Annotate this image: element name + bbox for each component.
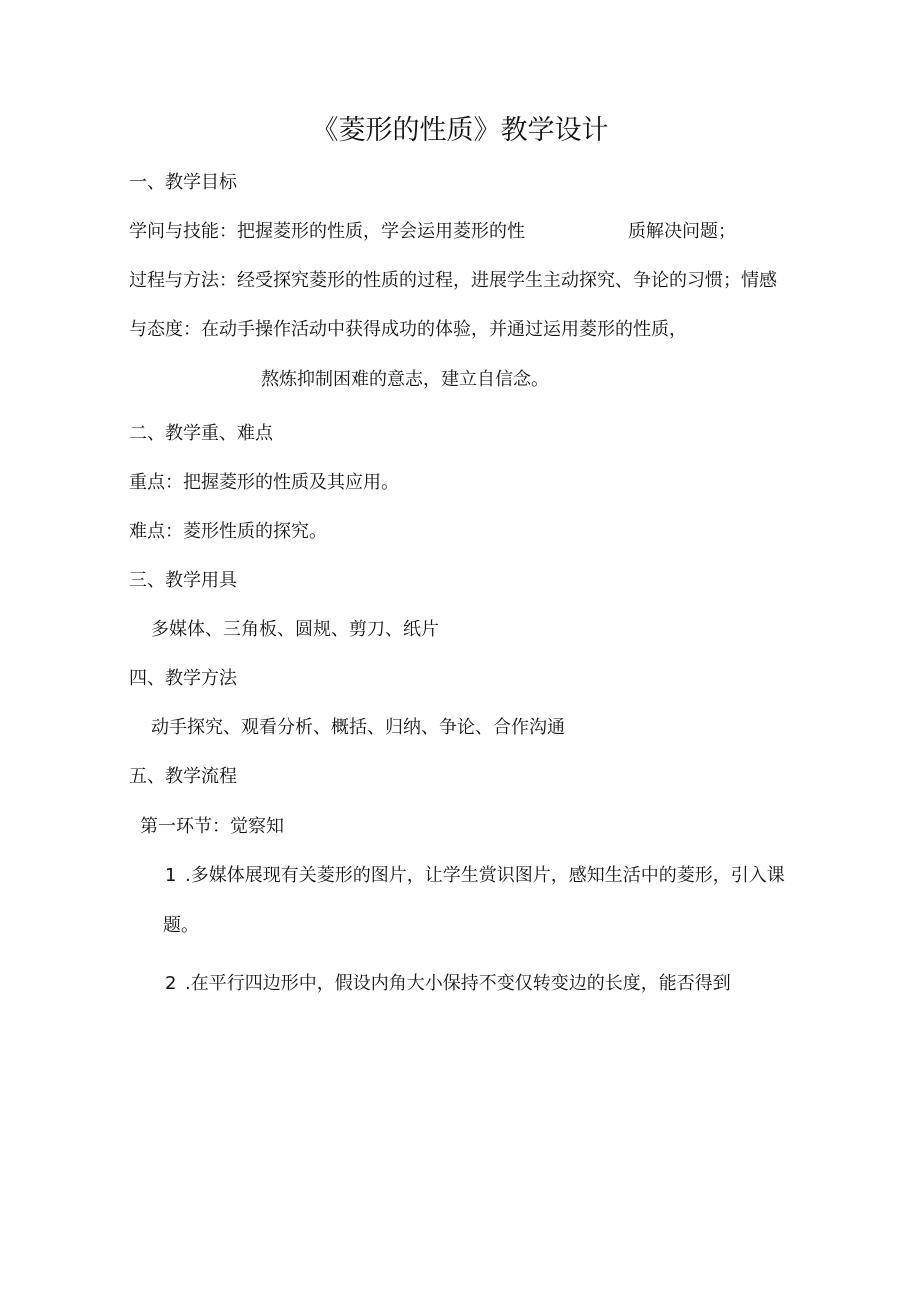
objective-attitude-continuation: 熬炼抑制困难的意志，建立自信念。: [261, 369, 549, 390]
process-step-1-number: 1: [165, 865, 177, 886]
section-heading-key-points: 二、教学重、难点: [129, 423, 273, 444]
key-point-focus: 重点：把握菱形的性质及其应用。: [129, 472, 399, 493]
section-heading-methods: 四、教学方法: [129, 668, 237, 689]
objective-knowledge-text-end: 质解决问题；: [628, 221, 736, 242]
document-title: 《菱形的性质》教学设计: [311, 115, 609, 146]
process-step-1-text: .多媒体展现有关菱形的图片，让学生赏识图片，感知生活中的菱形，引入课: [185, 865, 785, 886]
methods-list: 动手探究、观看分析、概括、归纳、争论、合作沟通: [151, 717, 565, 738]
process-step-2-number: 2: [165, 973, 177, 994]
objective-knowledge-text: 学问与技能：把握菱形的性质，学会运用菱形的性: [129, 221, 525, 242]
section-heading-process: 五、教学流程: [129, 766, 237, 787]
key-point-difficulty: 难点：菱形性质的探究。: [129, 521, 327, 542]
objective-process-text: 过程与方法：经受探究菱形的性质的过程，进展学生主动探究、争论的习惯；情感: [129, 270, 777, 291]
process-step-2-text: .在平行四边形中，假设内角大小保持不变仅转变边的长度，能否得到: [185, 973, 731, 994]
process-stage-1: 第一环节：觉察知: [140, 816, 284, 837]
tools-list: 多媒体、三角板、圆规、剪刀、纸片: [151, 619, 439, 640]
section-heading-objectives: 一、教学目标: [129, 172, 237, 193]
process-step-1-continuation: 题。: [163, 915, 199, 936]
section-heading-tools: 三、教学用具: [129, 570, 237, 591]
objective-attitude-text: 与态度：在动手操作活动中获得成功的体验，并通过运用菱形的性质，: [129, 319, 687, 340]
